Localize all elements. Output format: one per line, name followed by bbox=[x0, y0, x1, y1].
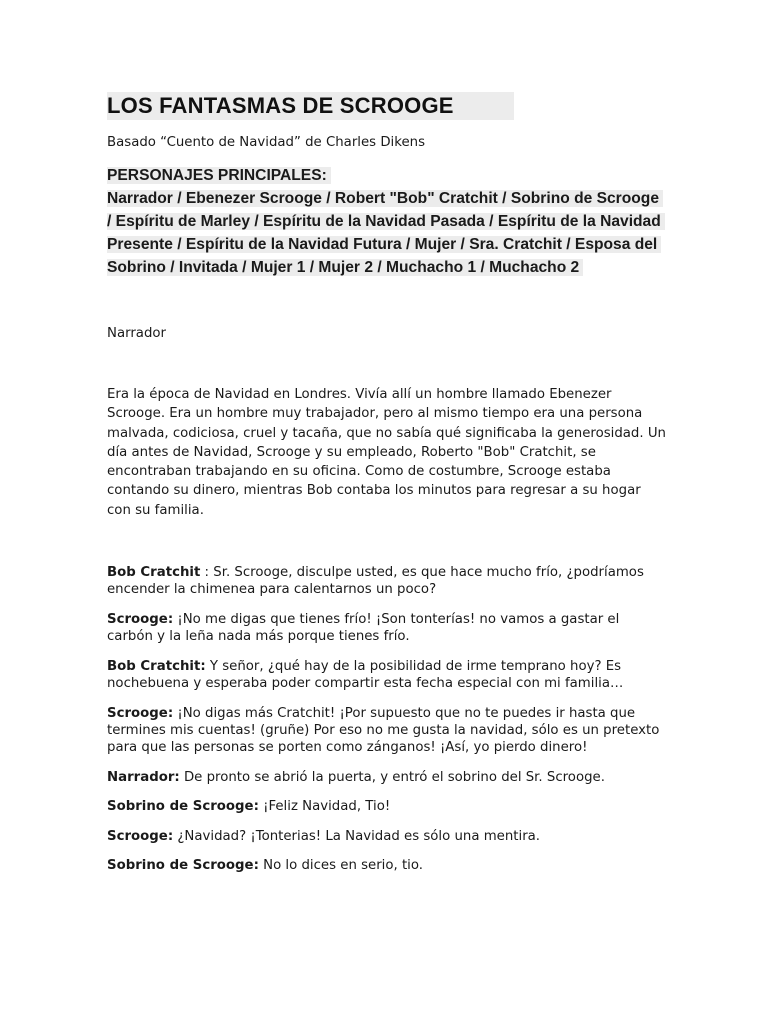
dialogue-line bbox=[107, 828, 667, 845]
speaker-name: Scrooge: bbox=[107, 828, 174, 844]
dialogue-text: De pronto se abrió la puerta, y entró el sobrino del Sr. Scrooge. bbox=[179, 769, 605, 785]
dialogue-text: ¿Navidad? ¡Tonterias! La Navidad es sólo una mentira. bbox=[173, 828, 541, 844]
dialogue-text: ¡No digas más Cratchit! ¡Por supuesto que no te puedes ir hasta que termines mis cuentas! (gruñe) Por eso no me gusta la navidad, sólo es un pretexto para que las personas se porten como zánganos! ¡Así, yo pierdo dinero! bbox=[107, 705, 660, 756]
dialogue-line bbox=[107, 769, 667, 786]
speaker-name: Scrooge: bbox=[107, 611, 174, 627]
characters-heading: PERSONAJES PRINCIPALES: bbox=[107, 164, 667, 187]
dialogue-line bbox=[107, 611, 667, 646]
speaker-name: Bob Cratchit bbox=[107, 565, 201, 581]
document-page bbox=[107, 92, 667, 886]
speaker-name: Narrador: bbox=[107, 769, 180, 785]
dialogue bbox=[107, 564, 667, 874]
speaker-name: Sobrino de Scrooge: bbox=[107, 799, 259, 815]
dialogue-line bbox=[107, 564, 667, 599]
document-subtitle: Basado “Cuento de Navidad” de Charles Dikens bbox=[107, 135, 426, 150]
dialogue-line bbox=[107, 658, 667, 693]
characters-section bbox=[107, 164, 667, 279]
dialogue-line bbox=[107, 705, 667, 757]
speaker-name: Sobrino de Scrooge: bbox=[107, 857, 259, 873]
dialogue-text: No lo dices en serio, tio. bbox=[258, 857, 423, 873]
dialogue-text: ¡No me digas que tienes frío! ¡Son tonterías! no vamos a gastar el carbón y la leña nada más porque tienes frío. bbox=[107, 611, 620, 645]
dialogue-text: Y señor, ¿qué hay de la posibilidad de irme temprano hoy? Es nochebuena y esperaba poder compartir esta fecha especial con mi familia… bbox=[107, 658, 624, 692]
dialogue-text: ¡Feliz Navidad, Tio! bbox=[258, 799, 391, 815]
dialogue-line bbox=[107, 857, 667, 874]
speaker-name: Scrooge: bbox=[107, 705, 174, 721]
characters-list: Narrador / Ebenezer Scrooge / Robert "Bob" Cratchit / Sobrino de Scrooge / Espíritu de Marley / Espíritu de la Navidad Pasada / Espíritu de la Navidad Presente / Espíritu de la Navidad Futura / Mujer / Sra. Cratchit / Esposa del Sobrino / Invitada / Mujer 1 / Mujer 2 / Muchacho 1 / Muchacho 2 bbox=[107, 190, 665, 276]
dialogue-line bbox=[107, 798, 667, 815]
document-title: LOS FANTASMAS DE SCROOGE bbox=[107, 92, 514, 120]
speaker-name: Bob Cratchit: bbox=[107, 658, 206, 674]
intro-paragraph: Era la época de Navidad en Londres. Vivía allí un hombre llamado Ebenezer Scrooge. Era un hombre muy trabajador, pero al mismo tiempo era una persona malvada, codiciosa, cruel y tacaña, que no sabía qué significaba la generosidad. Un día antes de Navidad, Scrooge y su empleado, Roberto "Bob" Cratchit, se encontraban trabajando en su oficina. Como de costumbre, Scrooge estaba contando su dinero, mientras Bob contaba los minutos para regresar a su hogar con su familia. bbox=[107, 387, 666, 518]
dialogue-text: : Sr. Scrooge, disculpe usted, es que hace mucho frío, ¿podríamos encender la chimenea para calentarnos un poco? bbox=[107, 565, 644, 598]
narrator-label: Narrador bbox=[107, 326, 166, 341]
